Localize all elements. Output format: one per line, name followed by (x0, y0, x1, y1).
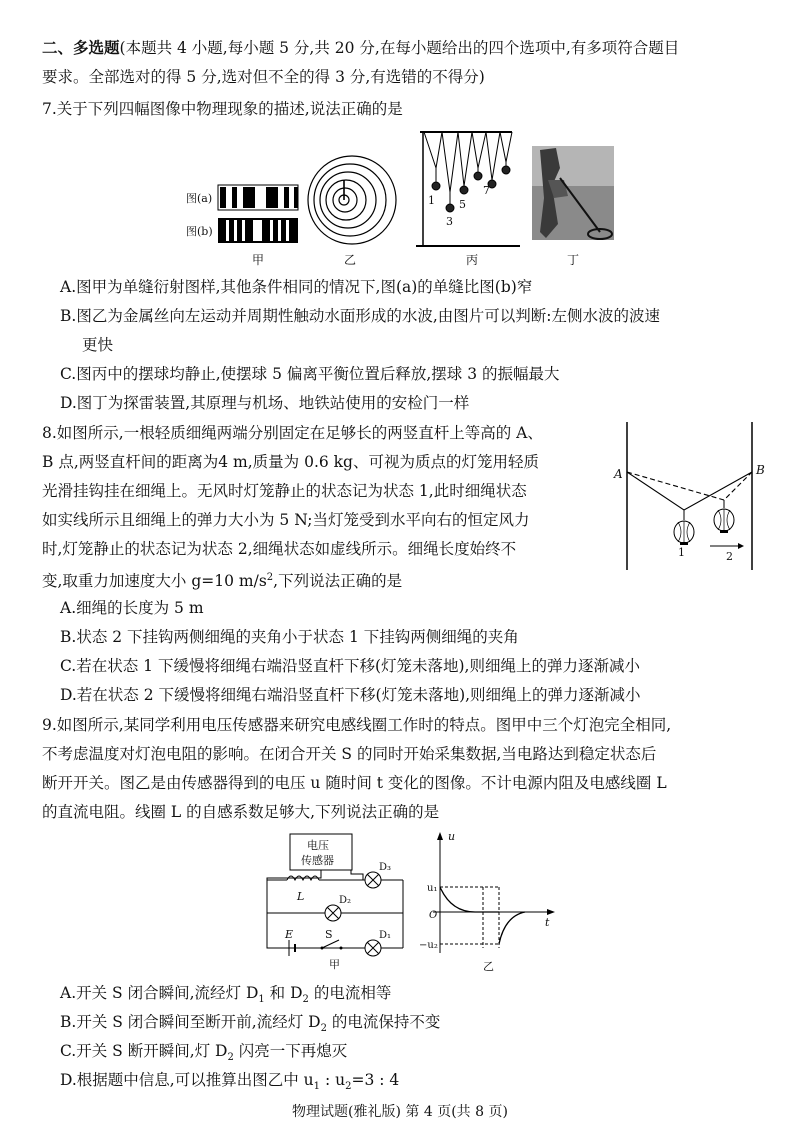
section-heading: 二、多选题 (42, 38, 120, 57)
q8-stem-line6-b: ,下列说法正确的是 (273, 572, 403, 591)
svg-text:−u₂: −u₂ (419, 940, 438, 951)
q9-stem-line3: 断开开关。图乙是由传感器得到的电压 u 随时间 t 变化的图像。不计电源内阻及电感线圈 L (42, 774, 667, 792)
svg-text:D₁: D₁ (379, 930, 392, 941)
q9-circuit-and-graph (255, 828, 565, 978)
q7-option-b-line2: 更快 (82, 336, 114, 354)
svg-text:甲: 甲 (252, 253, 265, 267)
svg-text:u₁: u₁ (427, 883, 438, 894)
svg-text:图(b): 图(b) (186, 225, 213, 238)
svg-text:丁: 丁 (567, 253, 580, 267)
svg-text:5: 5 (459, 198, 466, 211)
section-instructions-line2: 要求。全部选对的得 5 分,选对但不全的得 3 分,有选错的不得分) (42, 68, 485, 86)
q8-lantern-figure (612, 420, 772, 575)
figure-jia-diffraction (186, 185, 298, 267)
svg-text:u: u (448, 830, 456, 843)
q7-figures (180, 128, 660, 268)
svg-text:1: 1 (678, 546, 685, 559)
svg-text:乙: 乙 (483, 960, 494, 973)
q9-option-a-sub2: 2 (302, 994, 309, 1006)
q8-stem-line1: 8.如图所示,一根轻质细绳两端分别固定在足够长的两竖直杆上等高的 A、 (42, 424, 543, 442)
q7-option-b-line1: B.图乙为金属丝向左运动并周期性触动水面形成的水波,由图片可以判断:左侧水波的波速 (60, 307, 660, 325)
svg-text:3: 3 (446, 215, 453, 228)
svg-text:L: L (297, 890, 305, 903)
q9-stem-line4: 的直流电阻。线圈 L 的自感系数足够大,下列说法正确的是 (42, 803, 440, 821)
svg-text:D₃: D₃ (379, 862, 392, 873)
q8-option-a: A.细绳的长度为 5 m (60, 599, 204, 617)
q7-option-a: A.图甲为单缝衍射图样,其他条件相同的情况下,图(a)的单缝比图(b)窄 (60, 278, 533, 296)
q9-stem-line2: 不考虑温度对灯泡电阻的影响。在闭合开关 S 的同时开始采集数据,当电路达到稳定状态后 (42, 745, 657, 763)
q9-option-d (60, 1070, 399, 1097)
svg-text:D₂: D₂ (339, 895, 352, 906)
svg-text:7: 7 (483, 184, 490, 197)
q8-option-c: C.若在状态 1 下缓慢将细绳右端沿竖直杆下移(灯笼未落地),则细绳上的弹力逐渐减小 (60, 657, 640, 675)
svg-text:O: O (429, 910, 438, 921)
q9-option-a-sub1: 1 (258, 994, 265, 1006)
q9-stem-line1: 9.如图所示,某同学利用电压传感器来研究电感线圈工作时的特点。图甲中三个灯泡完全相同, (42, 716, 672, 734)
q9-option-d-part1: D.根据题中信息,可以推算出图乙中 u (60, 1071, 314, 1089)
q8-stem-line6-a: 变,取重力加速度大小 g=10 m/s (42, 572, 267, 591)
svg-text:A: A (614, 467, 623, 481)
q9-option-a-part1: A.开关 S 闭合瞬间,流经灯 D (60, 984, 259, 1002)
q9-option-b-part1: B.开关 S 闭合瞬间至断开前,流经灯 D (60, 1013, 321, 1031)
svg-text:B: B (756, 463, 765, 477)
svg-text:乙: 乙 (344, 253, 357, 267)
section-instructions-line1: (本题共 4 小题,每小题 5 分,共 20 分,在每小题给出的四个选项中,有多项符合题目 (119, 39, 680, 57)
q8-option-d: D.若在状态 2 下缓慢将细绳右端沿竖直杆下移(灯笼未落地),则细绳上的弹力逐渐减小 (60, 686, 641, 704)
q9-option-b-part2: 的电流保持不变 (326, 1013, 441, 1031)
q9-option-a-part2: 和 D (264, 984, 303, 1002)
q7-option-c: C.图丙中的摆球均静止,使摆球 5 偏离平衡位置后释放,摆球 3 的振幅最大 (60, 365, 560, 383)
q8-stem-line3: 光滑挂钩挂在细绳上。无风时灯笼静止的状态记为状态 1,此时细绳状态 (42, 482, 527, 500)
section-header (42, 38, 679, 58)
figure-bing-pendulums (416, 132, 520, 246)
q9-option-d-part2: : u (320, 1071, 346, 1089)
q8-stem-line5: 时,灯笼静止的状态记为状态 2,细绳状态如虚线所示。细绳长度始终不 (42, 540, 517, 558)
q9-option-c-sub: 2 (227, 1052, 234, 1064)
svg-text:S: S (325, 928, 333, 941)
q9-option-a-part3: 的电流相等 (308, 984, 392, 1002)
page-footer: 物理试题(雅礼版) 第 4 页(共 8 页) (292, 1104, 508, 1120)
svg-text:电压: 电压 (307, 839, 329, 852)
q8-stem-line4: 如实线所示且细绳上的弹力大小为 5 N;当灯笼受到水平向右的恒定风力 (42, 511, 530, 529)
svg-text:2: 2 (726, 550, 733, 563)
q7-stem: 7.关于下列四幅图像中物理现象的描述,说法正确的是 (42, 100, 403, 118)
figure-ding-mine-detector-photo (532, 146, 614, 240)
q9-option-a (60, 983, 391, 1010)
svg-text:E: E (285, 928, 294, 941)
svg-text:1: 1 (428, 194, 435, 207)
svg-text:传感器: 传感器 (301, 854, 334, 867)
svg-text:图(a): 图(a) (186, 192, 213, 205)
q8-option-b: B.状态 2 下挂钩两侧细绳的夹角小于状态 1 下挂钩两侧细绳的夹角 (60, 628, 519, 646)
q9-option-c (60, 1041, 347, 1068)
q9-option-c-part1: C.开关 S 断开瞬间,灯 D (60, 1042, 228, 1060)
q8-stem-line2: B 点,两竖直杆间的距离为4 m,质量为 0.6 kg、可视为质点的灯笼用轻质 (42, 453, 539, 471)
q9-option-c-part2: 闪亮一下再熄灭 (233, 1042, 348, 1060)
figure-yi-water-waves (308, 156, 396, 244)
q7-option-d: D.图丁为探雷装置,其原理与机场、地铁站使用的安检门一样 (60, 394, 470, 412)
svg-text:甲: 甲 (329, 958, 340, 971)
q8-stem-line6 (42, 568, 402, 591)
q9-option-d-sub1: 1 (313, 1081, 321, 1093)
q9-option-d-sub2: 2 (345, 1081, 352, 1093)
svg-text:丙: 丙 (466, 253, 479, 267)
q8-stem-line6-sup: 2 (266, 572, 274, 583)
q9-option-b (60, 1012, 440, 1039)
svg-text:t: t (545, 916, 550, 929)
q9-option-d-part3: =3 : 4 (351, 1071, 400, 1089)
q9-option-b-sub: 2 (320, 1023, 327, 1035)
